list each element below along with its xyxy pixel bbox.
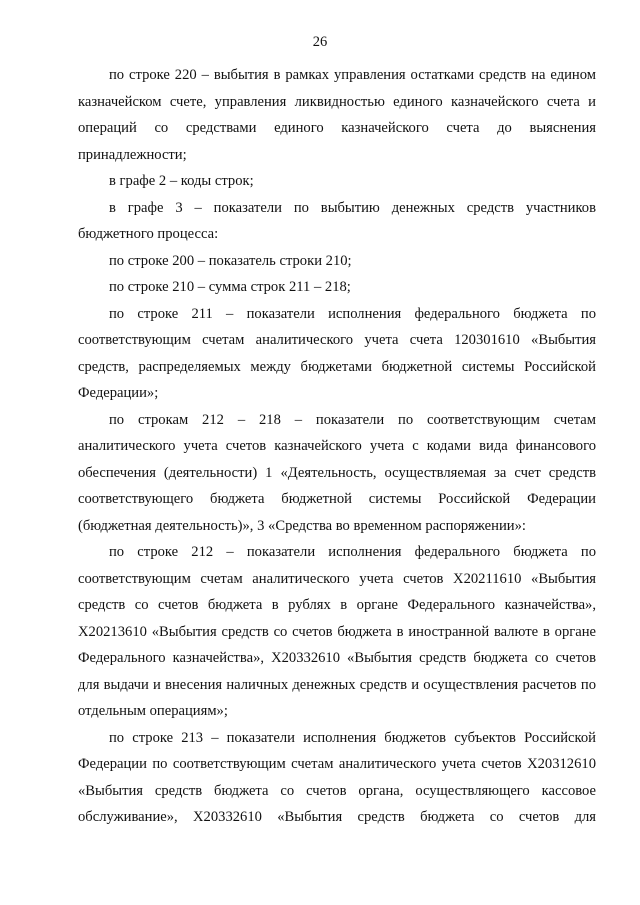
paragraph-line-211: по строке 211 – показатели исполнения федерального бюджета по соответствующим счетам аналитического учета счета 120301610 «Выбытия средств, распределяемых между бюджетами бюджетной системы Российской Федерации»; [78,305,596,401]
paragraph-column-2: в графе 2 – коды строк; [109,173,254,189]
paragraph-line-210: по строке 210 – сумма строк 211 – 218; [109,279,351,295]
paragraph-line-213: по строке 213 – показатели исполнения бюджетов субъектов Российской Федерации по соответствующим счетам аналитического учета счетов X20312610 «Выбытия средств бюджета со счетов органа, осуществляющего кассовое обслуживание», X20332610 «Выбытия средств бюджета со счетов для [78,729,596,825]
document-body [78,62,596,831]
paragraph-column-3: в графе 3 – показатели по выбытию денежных средств участников бюджетного процесса: [78,199,596,242]
paragraph-line-200: по строке 200 – показатель строки 210; [109,252,352,269]
paragraph-lines-212-218: по строкам 212 – 218 – показатели по соответствующим счетам аналитического учета счетов казначейского учета с кодами вида финансового обеспечения (деятельности) 1 «Деятельность, осуществляемая за счет средств соответствующего бюджета бюджетной системы Российской Федерации (бюджетная деятельность)», 3 «Средства во временном распоряжении»: [78,411,596,534]
paragraph-line-212: по строке 212 – показатели исполнения федерального бюджета по соответствующим счетам аналитического учета счетов X20211610 «Выбытия средств со счетов бюджета в рублях в органе Федерального казначейства», X20213610 «Выбытия средств со счетов бюджета в иностранной валюте в органе Федерального казначейства», X20332610 «Выбытия средств бюджета со счетов для выдачи и внесения наличных денежных средств и осуществления расчетов по отдельным операциям»; [78,544,596,719]
paragraph-line-220: по строке 220 – выбытия в рамках управления остатками средств на едином казначейском счете, управления ликвидностью единого казначейского счета и операций со средствами единого казначейского счета до выяснения принадлежности; [78,67,596,163]
page-number: 26 [312,34,328,50]
